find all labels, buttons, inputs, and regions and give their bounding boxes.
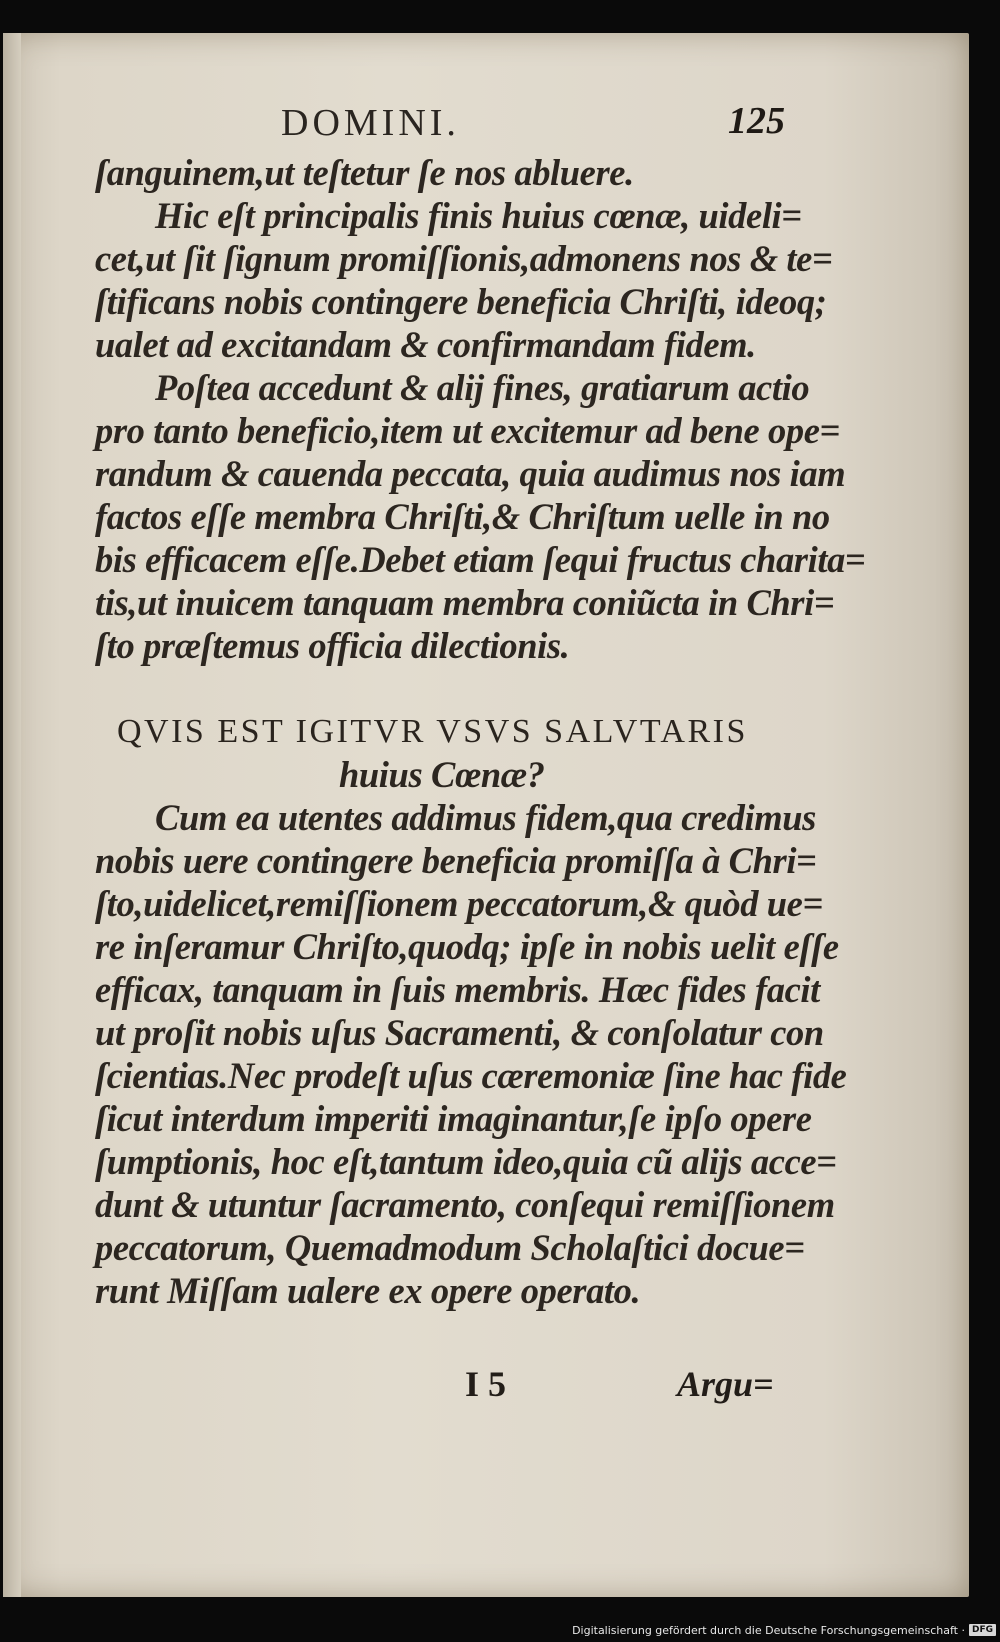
text-line: ſtificans nobis contingere beneficia Chriſti, ideoq; bbox=[95, 281, 827, 322]
answer-line: ſto,uidelicet,remiſſionem peccatorum,& quòd ue= bbox=[95, 883, 823, 924]
book-page bbox=[3, 33, 969, 1597]
answer-line: ſcientias.Nec prodeſt uſus cæremoniæ ſine hac fide bbox=[95, 1055, 847, 1096]
text-line: cet,ut ſit ſignum promiſſionis,admonens nos & te= bbox=[95, 238, 833, 279]
digitization-credit bbox=[572, 1620, 996, 1640]
text-line: factos eſſe membra Chriſti,& Chriſtum uelle in no bbox=[95, 496, 830, 537]
text-line: randum & cauenda peccata, quia audimus nos iam bbox=[95, 453, 846, 494]
text-line: ſto præſtemus officia dilectionis. bbox=[95, 625, 570, 666]
answer-line: Cum ea utentes addimus fidem,qua credimus bbox=[155, 797, 816, 838]
answer-line: peccatorum, Quemadmodum Scholaſtici docue= bbox=[95, 1227, 805, 1268]
text-line: ualet ad excitandam & confirmandam fidem. bbox=[95, 324, 756, 365]
text-line: ſanguinem,ut teſtetur ſe nos abluere. bbox=[95, 152, 634, 193]
signature-mark: I 5 bbox=[465, 1364, 507, 1404]
answer-line: ut proſit nobis uſus Sacramenti, & conſolatur con bbox=[95, 1012, 824, 1053]
answer-line: ſumptionis, hoc eſt,tantum ideo,quia cũ alijs acce= bbox=[95, 1141, 837, 1182]
question-heading: QVIS EST IGITVR VSVS SALVTARIS bbox=[117, 713, 748, 750]
text-line: tis,ut inuicem tanquam membra coniũcta in Chri= bbox=[95, 582, 835, 623]
dfg-logo-icon: DFG bbox=[969, 1624, 996, 1636]
running-head: DOMINI. bbox=[281, 102, 460, 144]
text-line: Poſtea accedunt & alij fines, gratiarum actio bbox=[155, 367, 810, 408]
answer-line: nobis uere contingere beneficia promiſſa à Chri= bbox=[95, 840, 817, 881]
text-line: Hic eſt principalis finis huius cœnæ, uideli= bbox=[155, 195, 802, 236]
answer-line: re inſeramur Chriſto,quodq; ipſe in nobis uelit eſſe bbox=[95, 926, 839, 967]
text-line: pro tanto beneficio,item ut excitemur ad bene ope= bbox=[95, 410, 840, 451]
credit-text: Digitalisierung gefördert durch die Deutsche Forschungsgemeinschaft · bbox=[572, 1623, 965, 1637]
answer-line: runt Miſſam ualere ex opere operato. bbox=[95, 1270, 641, 1311]
answer-line: dunt & utuntur ſacramento, conſequi remiſſionem bbox=[95, 1184, 835, 1225]
answer-line: efficax, tanquam in ſuis membris. Hæc fides facit bbox=[95, 969, 820, 1010]
text-line: bis efficacem eſſe.Debet etiam ſequi fructus charita= bbox=[95, 539, 866, 580]
page-footer bbox=[3, 1363, 969, 1423]
main-text bbox=[95, 151, 866, 1312]
question-heading-continuation: huius Cœnæ? bbox=[339, 754, 545, 795]
page-number: 125 bbox=[728, 100, 785, 142]
answer-line: ſicut interdum imperiti imaginantur,ſe ipſo opere bbox=[95, 1098, 812, 1139]
catchword: Argu= bbox=[677, 1364, 774, 1404]
section-spacer bbox=[95, 667, 785, 710]
